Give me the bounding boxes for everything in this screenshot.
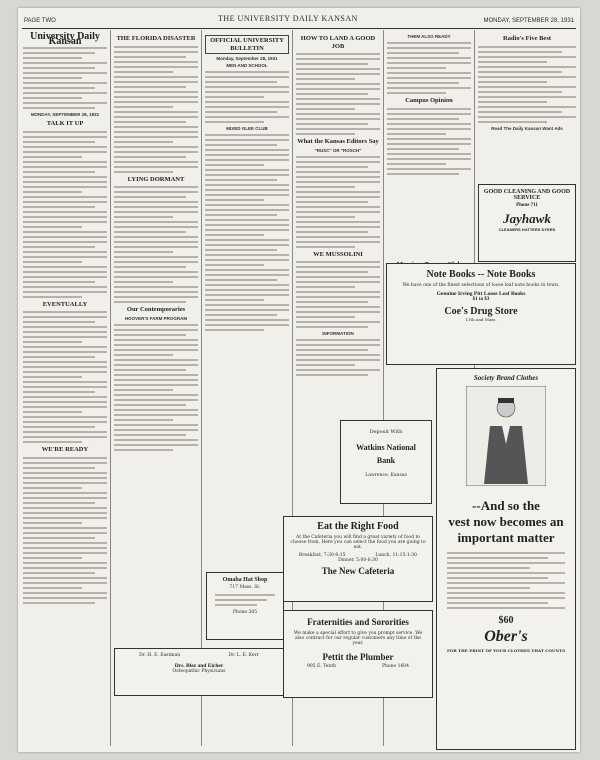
ad-phone: Phone 305 — [232, 610, 258, 615]
article-headline: LYING DORMANT — [127, 175, 185, 183]
slogan-line: vest now becomes an — [448, 514, 564, 529]
ad-address: 717 Mass. St. — [229, 585, 261, 590]
ad-price: $60 — [498, 615, 514, 626]
ad-title: Note Books -- Note Books — [426, 269, 536, 280]
article-body — [478, 46, 576, 123]
bulletin-item-head: MEN AND SCHOOL — [226, 63, 268, 68]
article-body — [114, 186, 198, 303]
article-body — [23, 131, 107, 298]
ad-doctors — [114, 648, 284, 696]
ad-title: Watkins National — [356, 443, 416, 452]
article-headline: What the Kansas Editors Say — [297, 138, 379, 145]
article-body — [387, 42, 471, 94]
ad-title: Fraternities and Sororities — [307, 617, 409, 627]
hours-dinner: Dinner, 5:00-6:30 — [338, 558, 378, 563]
page-header — [18, 8, 580, 28]
article-body — [205, 134, 289, 331]
page-label: PAGE TWO — [24, 18, 56, 24]
article-body — [296, 339, 380, 376]
ad-title: Drs. Blez and Eicher — [174, 663, 224, 669]
ad-omaha-hat — [206, 572, 284, 640]
editorial-date: MONDAY, SEPTEMBER 28, 1931 — [30, 112, 100, 117]
article-body — [114, 324, 198, 451]
bulletin-title: OFFICIAL UNIVERSITY BULLETIN — [205, 35, 289, 54]
article-headline: Radio's Five Best — [502, 35, 552, 42]
ad-text: We make a special effort to give you prompt service. We also contract for our regular customers any time of the year. — [293, 631, 423, 646]
hours-lunch: Lunch, 11:15-1:30 — [375, 553, 418, 558]
article-subhead: "RUSC" OR "ROSCH" — [314, 147, 362, 153]
ad-body — [215, 594, 275, 606]
article-headline: Campus Opinion — [405, 97, 453, 104]
slogan-line: --And so the — [472, 498, 540, 513]
column-news — [114, 32, 198, 580]
jayhawk-logo: Jayhawk — [503, 211, 551, 226]
ad-line: Deposit With — [369, 429, 403, 435]
article-body — [114, 46, 198, 173]
article-body — [296, 156, 380, 248]
coes-drug-store: Coe's Drug Store — [444, 306, 518, 317]
ad-pettit-plumber — [283, 610, 433, 698]
article-body — [296, 53, 380, 135]
article-subhead: HOOVER'S FARM PROGRAM — [124, 315, 188, 321]
want-ads-note: Read The Daily Kansan Want Ads — [491, 125, 563, 131]
ad-phone: Phone 711 — [516, 203, 538, 208]
newspaper-page — [18, 8, 580, 752]
ad-title: GOOD CLEANING AND GOOD SERVICE — [483, 189, 571, 201]
article-headline: THE FLORIDA DISASTER — [116, 35, 196, 42]
column-bulletin — [205, 32, 289, 502]
ad-title: Society Brand Clothes — [473, 374, 539, 382]
ad-watkins-bank — [340, 420, 432, 504]
ad-address: 905 E. Tenth — [306, 664, 337, 669]
article-body — [387, 108, 471, 175]
article-headline: HOW TO LAND A GOOD JOB — [300, 35, 376, 50]
article-headline: EVENTUALLY — [42, 300, 88, 308]
article-headline: TALK IT UP — [46, 120, 84, 127]
man-in-suit-illustration — [466, 386, 546, 486]
ad-contact — [284, 664, 432, 669]
article-body — [23, 311, 107, 443]
article-headline: WE MUSSOLINI — [313, 250, 363, 258]
column-radio — [478, 32, 576, 182]
ad-title: Eat the Right Food — [317, 521, 399, 532]
ad-sub: CLEANERS HATTERS DYERS — [498, 227, 556, 232]
column-divider — [201, 30, 202, 746]
ad-society-brand — [436, 368, 576, 750]
column-editorial — [23, 32, 107, 748]
ad-cafeteria — [283, 516, 433, 602]
ad-footer: FOR THE PRINT OF YOUR CLOTHES THAT COUNTS — [447, 648, 565, 653]
article-subhead: INFORMATION — [322, 331, 354, 336]
article-body — [296, 261, 380, 328]
article-body — [23, 457, 107, 604]
header-rule — [22, 28, 576, 29]
ad-title: Omaha Hat Shop — [222, 577, 268, 583]
ad-sub: Osteopathic Physicians — [172, 669, 226, 674]
hours-breakfast: Breakfast, 7:30-8:15 — [298, 553, 346, 558]
bulletin-date: Monday, September 28, 1931 — [216, 56, 278, 61]
ad-price: $1 to $3 — [472, 297, 490, 302]
article-headline: Our Contemporaries — [126, 306, 186, 313]
pettit-name: Pettit the Plumber — [322, 652, 394, 662]
column-opinion — [387, 32, 471, 252]
ad-phone: Phone 1604 — [381, 664, 410, 669]
ad-location: Lawrence, Kansas — [365, 473, 407, 478]
article-subhead: THEM ALSO READY — [407, 34, 451, 39]
paper-name: THE UNIVERSITY DAILY KANSAN — [218, 14, 358, 23]
dateline: MONDAY, SEPTEMBER 28, 1931 — [483, 18, 574, 24]
article-body — [205, 71, 289, 123]
doctor-name: Dr. H. E. Eastman — [139, 653, 181, 658]
ad-product: Genuine Irving Pitt Loose Leaf Books — [436, 291, 526, 297]
bulletin-item-head: MIXED GLEE CLUB — [226, 126, 268, 131]
ad-text: At the Cafeteria you will find a great variety of food to choose from. Here you can select the food you are going to eat. — [290, 535, 426, 550]
ad-doctor-names — [115, 653, 283, 658]
masthead-credits — [23, 47, 107, 109]
ad-text: We have one of the finest selections of loose leaf note books in town. — [402, 283, 560, 288]
obers-logo: Ober's — [484, 628, 528, 645]
ad-body — [447, 552, 565, 609]
slogan-line: important matter — [457, 530, 555, 545]
ad-good-cleaning — [478, 184, 576, 262]
cafeteria-name: The New Cafeteria — [321, 566, 395, 576]
ad-address: 11th and Mass. — [465, 317, 497, 322]
masthead: University Daily Kansan — [30, 32, 100, 47]
article-headline: WE'RE READY — [41, 446, 89, 453]
ad-note-books — [386, 263, 576, 365]
doctor-name: Dr. L. E. Kerr — [228, 653, 259, 658]
column-divider — [110, 30, 111, 746]
ad-title: Bank — [376, 456, 396, 465]
